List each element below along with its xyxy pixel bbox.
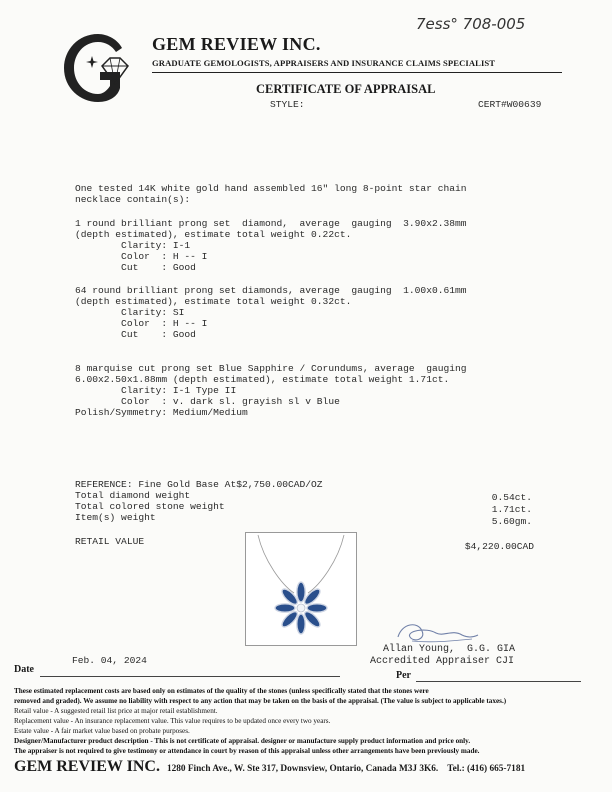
star-necklace-image [246, 533, 356, 645]
handwritten-note: 7ess° 708-005 [416, 15, 526, 33]
date-value: Feb. 04, 2024 [72, 655, 147, 666]
disclaimer-line: Retail value - A suggested retail list price at major retail establishment. [14, 707, 218, 715]
sapphire-details: 8 marquise cut prong set Blue Sapphire / Corundums, average gauging 6.00x2.50x1.88mm (depth estimated), estimate total weight 1.71ct. Clarity: I-1 Type II Color : v. dark sl. grayish sl v Blue Polish/Symmetry: Medium/Medium [75, 363, 467, 418]
disclaimer-line: These estimated replacement costs are based only on estimates of the quality of the stones (unless specifically stated that the stones were [14, 687, 429, 695]
company-logo [58, 28, 130, 106]
summary-value-weight: 5.60gm. [491, 516, 532, 527]
summary-label-colored: Total colored stone weight [75, 501, 225, 512]
footer [14, 758, 525, 776]
disclaimer-line: Estate value - A fair market value based on probate purposes. [14, 727, 190, 735]
retail-value: $4,220.00CAD [464, 541, 534, 552]
side-diamonds-details: 64 round brilliant prong set diamonds, average gauging 1.00x0.61mm (depth estimated), estimate total weight 0.32ct. Clarity: SI Color : H -- I Cut : Good [75, 285, 467, 340]
product-photo [245, 532, 357, 646]
footer-company: GEM REVIEW INC. [14, 758, 160, 775]
summary-value-diamond: 0.54ct. [491, 492, 532, 503]
disclaimer-line: Designer/Manufacturer product description - This is not certificate of appraisal. designer or manufacture supply product information and price only. [14, 737, 471, 745]
disclaimer-line: The appraiser is not required to give testimony or attendance in court by reason of this appraisal unless other arrangements have been previously made. [14, 747, 480, 755]
appraiser-title: Accredited Appraiser CJI [370, 656, 515, 667]
disclaimer-line: Replacement value - An insurance replacement value. This value requires to be updated once every two years. [14, 717, 331, 725]
summary-label-weight: Item(s) weight [75, 512, 156, 523]
company-tagline: GRADUATE GEMOLOGISTS, APPRAISERS AND INSURANCE CLAIMS SPECIALIST [152, 58, 496, 68]
summary-value-colored: 1.71ct. [491, 504, 532, 515]
retail-value-label: RETAIL VALUE [75, 536, 145, 547]
summary-label-diamond: Total diamond weight [75, 490, 191, 501]
header-rule [152, 72, 562, 73]
disclaimer-line: removed and graded). We assume no liability with respect to any action that may be taken on the basis of the appraisal. (The value is subject to applicable taxes.) [14, 697, 507, 705]
appraiser-name: Allan Young, G.G. GIA [383, 644, 516, 655]
certificate-title: CERTIFICATE OF APPRAISAL [256, 82, 436, 96]
item-description: One tested 14K white gold hand assembled 16" long 8-point star chain necklace contain(s): [75, 183, 467, 205]
date-line [40, 676, 340, 677]
appraiser-signature [392, 617, 482, 647]
center-diamond-details: 1 round brilliant prong set diamond, average gauging 3.90x2.38mm (depth estimated), estimate total weight 0.22ct. Clarity: I-1 Color : H -- I Cut : Good [75, 218, 467, 273]
company-name: GEM REVIEW INC. [152, 34, 321, 54]
certificate-number: CERT#W00639 [478, 99, 542, 110]
date-label: Date [14, 664, 34, 675]
footer-phone: Tel.: (416) 665-7181 [447, 764, 526, 774]
style-label: STYLE: [270, 99, 305, 110]
per-line [416, 681, 581, 682]
footer-address: 1280 Finch Ave., W. Ste 317, Downsview, Ontario, Canada M3J 3K6. [166, 764, 439, 774]
reference-line: REFERENCE: Fine Gold Base At$2,750.00CAD/OZ [75, 479, 323, 490]
per-label: Per [396, 670, 411, 681]
